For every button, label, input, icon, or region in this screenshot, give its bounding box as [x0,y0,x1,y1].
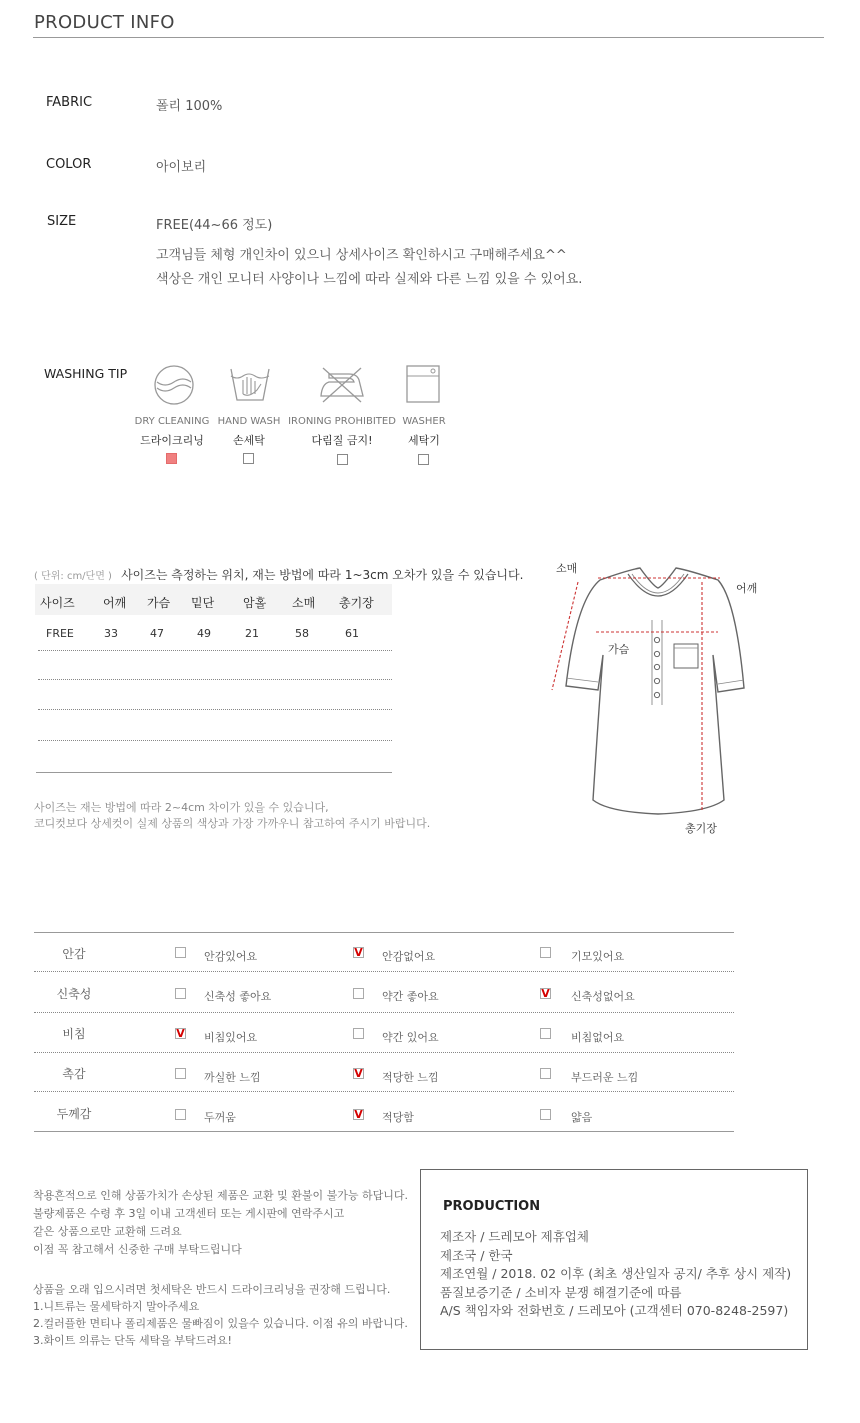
feel-option: 기모있어요 [571,950,625,963]
fabric-value: 폴리 100% [156,99,223,114]
color-value: 아이보리 [156,160,207,175]
production-title: PRODUCTION [443,1199,541,1214]
size-cell: 49 [197,627,211,640]
diagram-label-shoulder: 어깨 [736,582,758,595]
ironing-prohibited-icon [317,364,367,408]
notice-line: 2.컬러플한 면티나 폴리제품은 물빠짐이 있을수 있습니다. 이점 유의 바랍니다. [33,1317,408,1330]
fabric-label: FABRIC [46,95,93,110]
row-divider [38,740,392,741]
feel-option: 적당함 [382,1111,414,1124]
feel-checkbox[interactable]: V [176,1027,185,1040]
washer-icon [405,365,441,407]
wash-name-hand: HAND WASH [217,416,281,427]
feel-divider [34,1052,734,1053]
feel-top-line [34,932,734,933]
production-lines [440,1228,791,1321]
production-line: 품질보증기준 / 소비자 분쟁 해결기준에 따름 [440,1284,682,1300]
feel-checkbox[interactable]: V [354,946,363,959]
wash-name-dry: DRY CLEANING [134,416,210,427]
notice-exchange [33,1187,408,1259]
wash-checkbox-washer[interactable] [418,454,429,465]
size-note-2: 색상은 개인 모니터 사양이나 느낌에 따라 실제와 다른 느낌 있을 수 있어요. [156,272,583,287]
size-cell: FREE [46,627,74,640]
feel-option: 비침없어요 [571,1031,625,1044]
wash-ko-hand: 손세탁 [233,434,265,447]
wash-ko-iron: 다림질 금지! [311,434,373,447]
notice-line: 착용흔적으로 인해 상품가치가 손상된 제품은 교환 및 환불이 불가능 하답니다. [33,1189,408,1202]
feel-checkbox[interactable] [175,1068,186,1079]
size-cell: 33 [104,627,118,640]
feel-checkbox[interactable] [175,988,186,999]
size-label: SIZE [47,214,77,229]
feel-divider [34,1012,734,1013]
production-line: A/S 책임자와 전화번호 / 드레모아 (고객센터 070-8248-2597) [440,1303,789,1318]
wash-ko-washer: 세탁기 [408,434,440,447]
feel-checkbox[interactable] [353,988,364,999]
wash-ko-dry: 드라이크리닝 [140,434,204,447]
feel-option: 적당한 느낌 [382,1071,439,1084]
size-note-a: 사이즈는 재는 방법에 따라 2~4cm 차이가 있을 수 있습니다, [34,801,329,814]
row-divider [38,650,392,651]
size-header-shoulder: 어깨 [103,596,127,610]
size-cell: 21 [245,627,259,640]
diagram-label-sleeve: 소매 [556,562,578,575]
feel-checkbox[interactable]: V [541,987,550,1000]
size-caption: 사이즈는 측정하는 위치, 재는 방법에 따라 1~3cm 오차가 있을 수 있습니다. [121,568,524,582]
feel-checkbox[interactable]: V [354,1067,363,1080]
feel-category-lining: 안감 [62,947,86,961]
size-unit: ( 단위: cm/단면 ) [34,571,112,582]
size-header-size: 사이즈 [40,596,75,610]
wash-checkbox-dry[interactable] [166,453,177,464]
feel-category-texture: 촉감 [62,1067,86,1081]
size-header-sleeve: 소매 [292,596,316,610]
feel-category-thickness: 두께감 [56,1107,92,1121]
title-divider [33,37,824,38]
feel-category-elasticity: 신축성 [56,987,92,1001]
feel-option: 비침있어요 [204,1031,258,1044]
feel-checkbox[interactable] [353,1028,364,1039]
size-value: FREE(44~66 정도) [156,218,273,233]
feel-checkbox[interactable] [540,1028,551,1039]
garment-diagram [548,560,768,834]
production-line: 제조자 / 드레모아 제휴업체 [440,1229,589,1244]
diagram-label-length: 총기장 [685,822,717,835]
feel-option: 얇음 [571,1111,593,1124]
feel-option: 약간 좋아요 [382,990,439,1003]
feel-option: 두꺼움 [204,1111,236,1124]
feel-option: 안감있어요 [204,950,258,963]
notice-line: 불량제품은 수령 후 3일 이내 고객센터 또는 게시판에 연락주시고 [33,1207,345,1220]
production-box [420,1169,808,1350]
production-line: 제조연월 / 2018. 02 이후 (최초 생산일자 공지/ 추후 상시 제작) [440,1266,792,1281]
washing-tip-label: WASHING TIP [44,366,128,381]
size-note-1: 고객님들 체형 개인차이 있으니 상세사이즈 확인하시고 구매해주세요^^ [156,248,567,263]
feel-option: 약간 있어요 [382,1031,439,1044]
dry-cleaning-icon [153,364,195,410]
notice-line: 3.화이트 의류는 단독 세탁을 부탁드려요! [33,1334,232,1347]
feel-checkbox[interactable] [175,947,186,958]
page-title: PRODUCT INFO [34,12,175,33]
row-divider [38,679,392,680]
feel-divider [34,1091,734,1092]
notice-line: 같은 상품으로만 교환해 드려요 [33,1225,182,1238]
feel-option: 신축성없어요 [571,990,635,1003]
feel-category-sheerness: 비침 [62,1027,86,1041]
feel-option: 까실한 느낌 [204,1071,261,1084]
color-label: COLOR [46,157,92,172]
notice-line: 1.니트류는 물세탁하지 말아주세요 [33,1300,200,1313]
diagram-label-chest: 가슴 [608,643,630,656]
size-cell: 58 [295,627,309,640]
feel-checkbox[interactable] [175,1109,186,1120]
size-cell: 61 [345,627,359,640]
hand-wash-icon [229,366,271,408]
production-line: 제조국 / 한국 [440,1247,513,1263]
wash-checkbox-iron[interactable] [337,454,348,465]
size-header-chest: 가슴 [147,596,171,610]
notice-line: 이점 꼭 참고해서 신중한 구매 부탁드립니다 [33,1243,242,1256]
wash-name-iron: IRONING PROHIBITED [288,416,396,427]
row-divider [38,709,392,710]
feel-checkbox[interactable] [540,947,551,958]
feel-checkbox[interactable] [540,1109,551,1120]
size-header-length: 총기장 [339,596,374,610]
feel-checkbox[interactable] [540,1068,551,1079]
notice-care [33,1281,408,1349]
feel-option: 부드러운 느낌 [571,1071,639,1084]
notice-line: 상품을 오래 입으시려면 첫세탁은 반드시 드라이크리닝을 권장해 드립니다. [33,1283,391,1296]
size-note-b: 코디컷보다 상세컷이 실제 상품의 색상과 가장 가까우니 참고하여 주시기 바랍니다. [34,817,431,830]
size-table-bottom-line [36,772,392,773]
feel-option: 안감없어요 [382,950,436,963]
wash-checkbox-hand[interactable] [243,453,254,464]
size-header-armhole: 암홀 [243,596,267,610]
feel-bottom-line [34,1131,734,1132]
size-header-hem: 밑단 [191,596,215,610]
size-cell: 47 [150,627,164,640]
size-caption-row [34,564,523,583]
feel-option: 신축성 좋아요 [204,990,272,1003]
feel-checkbox[interactable]: V [354,1108,363,1121]
feel-divider [34,971,734,972]
wash-name-washer: WASHER [402,416,446,427]
